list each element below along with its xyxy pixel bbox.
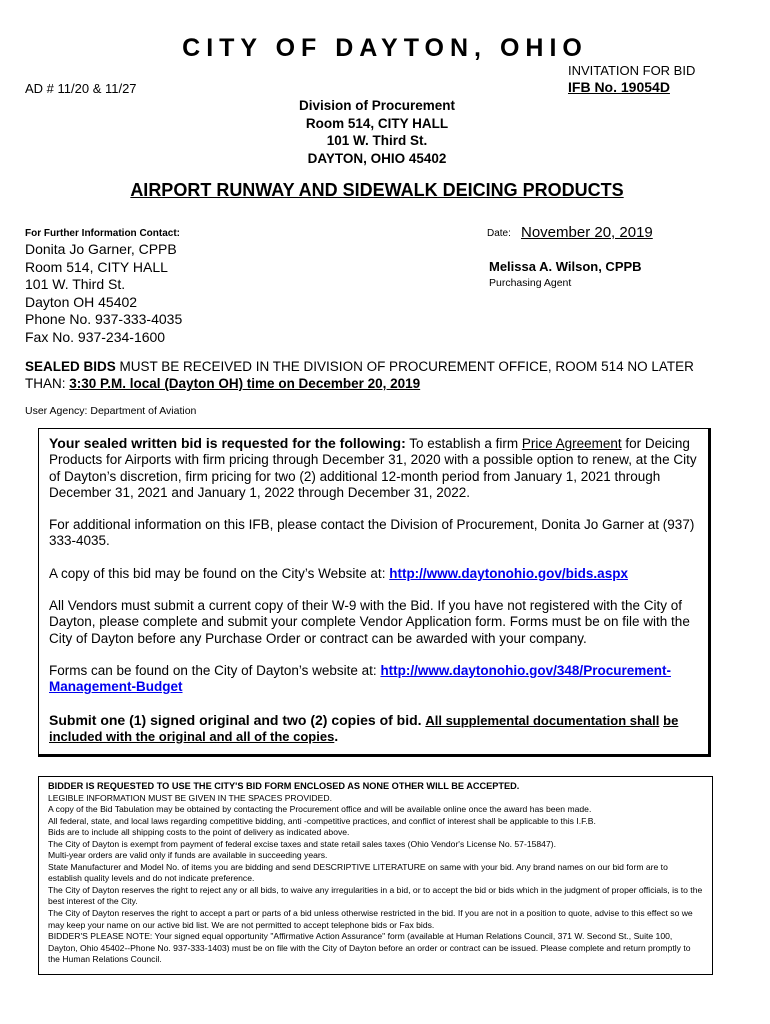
address-line: Division of Procurement xyxy=(298,98,456,113)
contact-line: Dayton OH 45402 xyxy=(25,293,138,310)
contact-phone: Phone No. 937-333-4035 xyxy=(25,311,183,328)
bid-copy-paragraph xyxy=(49,566,698,582)
bid-request-box xyxy=(38,428,711,757)
intro-text-cont: for Deicing Products for Airports with firm pricing through December 31, 2020 with a possible option to renew, at the City of Dayton’s discretion, firm pricing for two (2) additional 12-month period from January 1, 2021 through December 31, 2021 and January 1, 2022 through December 31, 2022. xyxy=(49,436,697,500)
contact-label: For Further Information Contact: xyxy=(25,228,180,239)
intro-text: To establish a firm xyxy=(405,436,522,451)
additional-info: For additional information on this IFB, please contact the Division of Procurement, Donita Jo Garner at (937) 333-4035. xyxy=(49,517,695,549)
terms-line: The City of Dayton reserves the right to accept a part or parts of a bid unless otherwise restricted in the bid. If you are not in a position to quote, advise to this effect so we may keep your name on our active bid list. We are not permitted to accept telephone bids or Fax bids. xyxy=(48,908,693,930)
address-line: Room 514, CITY HALL xyxy=(305,115,449,131)
agent-name: Melissa A. Wilson, CPPB xyxy=(489,259,642,274)
forms-text: Forms can be found on the City of Dayton’s website at: xyxy=(49,662,381,678)
bid-deadline: 3:30 P.M. local (Dayton OH) time on December 20, 2019 xyxy=(69,376,421,391)
submit-instruction: Submit one (1) signed original and two (2) copies of bid. xyxy=(49,711,422,728)
submit-paragraph xyxy=(49,712,698,746)
ad-line: AD # 11/20 & 11/27 xyxy=(25,81,137,96)
invitation-label: INVITATION FOR BID xyxy=(568,63,696,78)
bid-request-lead: Your sealed written bid is requested for the following: xyxy=(49,435,406,451)
city-title: CITY OF DAYTON, OHIO xyxy=(182,34,588,62)
date-value: November 20, 2019 xyxy=(521,224,653,241)
ifb-number: IFB No. 19054D xyxy=(568,79,670,95)
date-label: Date: xyxy=(487,228,511,239)
contact-line: Donita Jo Garner, CPPB xyxy=(25,241,177,257)
forms-paragraph xyxy=(49,663,698,696)
supplemental-period: . xyxy=(334,728,339,744)
document-title: AIRPORT RUNWAY AND SIDEWALK DEICING PRODUCTS xyxy=(130,180,624,200)
agent-title: Purchasing Agent xyxy=(489,277,572,289)
price-agreement: Price Agreement xyxy=(521,436,622,451)
procurement-address xyxy=(0,97,754,167)
bidder-terms-box xyxy=(38,776,713,975)
sealed-bids-notice xyxy=(25,358,725,392)
supplemental-note: All supplemental documentation shall xyxy=(425,712,660,728)
sealed-bids-label: SEALED BIDS xyxy=(25,359,116,374)
supplemental-note-cont: be included with the original and all of the copies xyxy=(49,712,679,744)
address-line: DAYTON, OHIO 45402 xyxy=(307,150,447,166)
terms-line: The City of Dayton reserves the right to reject any or all bids, to waive any irregularities in a bid, or to accept the bid or bids which in the judgment of proper officials, is to the best interest of the City. xyxy=(48,884,703,907)
bid-form-requirement: BIDDER IS REQUESTED TO USE THE CITY'S BID FORM ENCLOSED AS NONE OTHER WILL BE ACCEPTED. xyxy=(48,781,520,791)
terms-line: BIDDER'S PLEASE NOTE: Your signed equal opportunity "Affirmative Action Assurance" form (available at Human Relations Council, 371 W. Second St., Suite 100, Dayton, Ohio 45402--Phone No. 937-333-1403) must be on file with the City of Dayton before an order or contract can be issued. Please complete and return promptly to the Human Relations Council. xyxy=(48,931,691,965)
terms-line: Bids are to include all shipping costs to the point of delivery as indicated above. xyxy=(48,827,350,838)
terms-line: The City of Dayton is exempt from payment of federal excise taxes and state retail sales taxes (Ohio Vendor's License No. 57-15847). xyxy=(48,838,556,849)
contact-fax: Fax No. 937-234-1600 xyxy=(25,328,166,345)
w9-paragraph: All Vendors must submit a current copy of their W-9 with the Bid. If you have not registered with the City of Dayton, please complete and submit your complete Vendor Application form. Forms must be on file with the City of Dayton before any Purchase Order or contract can be awarded with your company. xyxy=(49,598,690,646)
bids-link[interactable]: http://www.daytonohio.gov/bids.aspx xyxy=(389,565,628,581)
terms-line: LEGIBLE INFORMATION MUST BE GIVEN IN THE SPACES PROVIDED. xyxy=(48,792,332,803)
contact-line: Room 514, CITY HALL xyxy=(25,258,168,275)
terms-line: State Manufacturer and Model No. of items you are bidding and send DESCRIPTIVE LITERATURE on same with your bid. Any brand names on our bid form are to establish quality levels and do not indicate preference. xyxy=(48,861,668,884)
contact-block xyxy=(25,241,182,347)
sealed-bids-text: MUST BE RECEIVED IN THE DIVISION OF PROCUREMENT OFFICE, ROOM 514 NO LATER THAN: xyxy=(25,359,694,391)
contact-line: 101 W. Third St. xyxy=(25,276,126,293)
terms-line: All federal, state, and local laws regarding competitive bidding, anti -competitive practices, and conflict of interest shall be applicable to this I.F.B. xyxy=(48,815,596,826)
bid-description xyxy=(49,435,698,501)
bid-copy-text: A copy of this bid may be found on the City’s Website at: xyxy=(49,565,390,581)
procurement-link[interactable]: http://www.daytonohio.gov/348/Procurement-Management-Budget xyxy=(49,662,671,695)
terms-line: Multi-year orders are valid only if funds are available in succeeding years. xyxy=(48,850,328,861)
user-agency: User Agency: Department of Aviation xyxy=(25,405,197,417)
terms-line: A copy of the Bid Tabulation may be obtained by contacting the Procurement office and will be available online once the award has been made. xyxy=(48,804,592,815)
address-line: 101 W. Third St. xyxy=(326,133,428,148)
